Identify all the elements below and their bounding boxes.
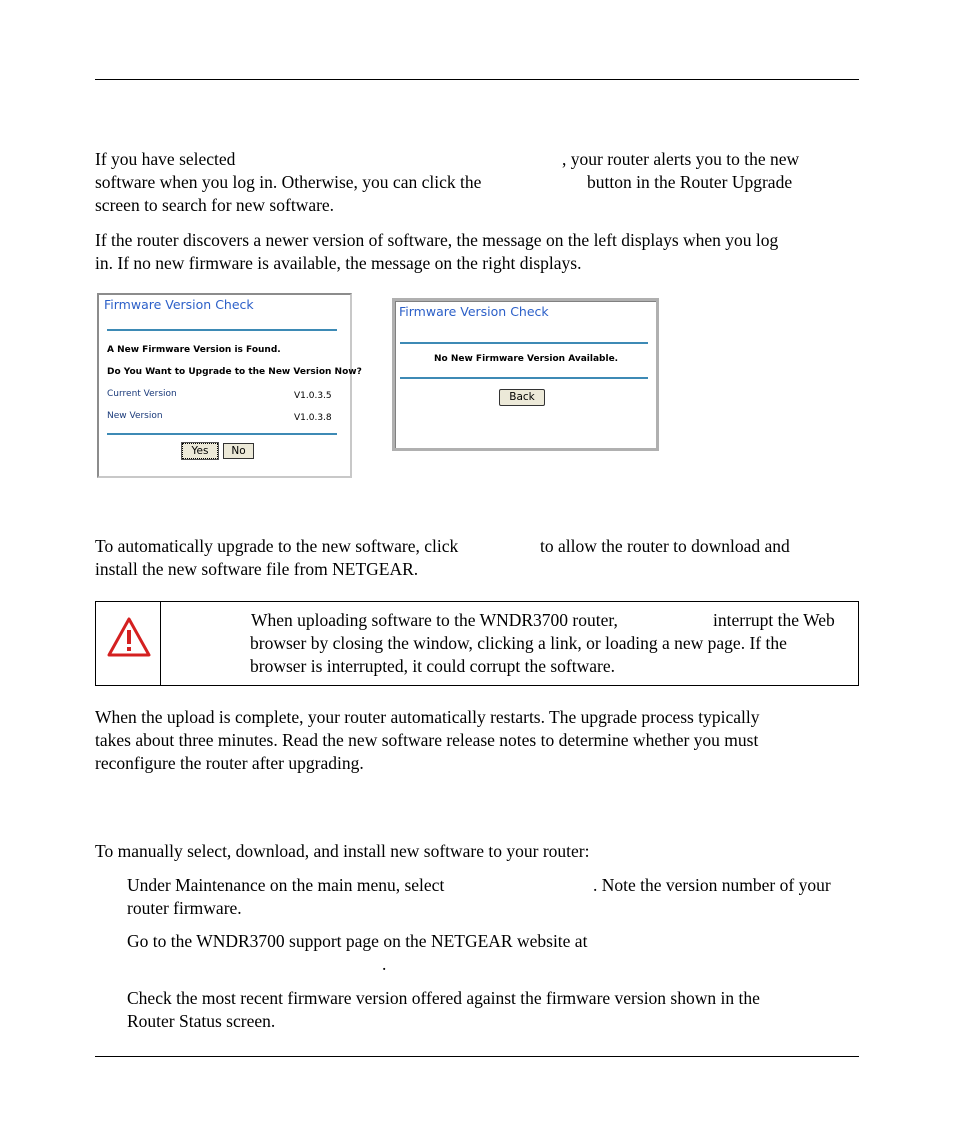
- title-divider: [107, 329, 337, 331]
- new-version-label: New Version: [107, 411, 163, 421]
- manual-intro: To manually select, download, and install new software to your router:: [95, 841, 590, 861]
- step-2-line-1: Go to the WNDR3700 support page on the NETGEAR website at: [127, 931, 588, 951]
- upload-line-3: reconfigure the router after upgrading.: [95, 753, 364, 773]
- warning-triangle-icon: [105, 615, 153, 660]
- intro-line-2a: software when you log in. Otherwise, you can click the: [95, 172, 482, 192]
- step-3-line-1: Check the most recent firmware version offered against the firmware version shown in the: [127, 988, 760, 1008]
- found-message: A New Firmware Version is Found.: [107, 345, 281, 355]
- upload-line-1: When the upload is complete, your router automatically restarts. The upgrade process typically: [95, 707, 760, 727]
- firmware-found-panel: [97, 293, 362, 478]
- yes-button[interactable]: Yes: [182, 443, 218, 459]
- footer-rule: [95, 1056, 859, 1057]
- discover-line-1: If the router discovers a newer version of software, the message on the left displays when you log: [95, 230, 779, 250]
- step-3-line-2: Router Status screen.: [127, 1011, 276, 1031]
- caution-line-1b: interrupt the Web: [713, 610, 835, 630]
- title-divider: [400, 342, 648, 344]
- caution-divider: [160, 601, 161, 686]
- current-version-value: V1.0.3.5: [294, 391, 332, 401]
- bottom-divider: [400, 377, 648, 379]
- caution-line-3: browser is interrupted, it could corrupt the software.: [250, 656, 615, 676]
- intro-line-3: screen to search for new software.: [95, 195, 335, 215]
- intro-line-1b: , your router alerts you to the new: [562, 149, 800, 169]
- caution-line-2: browser by closing the window, clicking a link, or loading a new page. If the: [250, 633, 787, 653]
- no-firmware-message: No New Firmware Version Available.: [434, 354, 619, 364]
- step-1-line-1a: Under Maintenance on the main menu, select: [127, 875, 445, 895]
- no-firmware-title: Firmware Version Check: [399, 304, 549, 319]
- discover-line-2: in. If no new firmware is available, the message on the right displays.: [95, 253, 582, 273]
- intro-line-2b: button in the Router Upgrade: [587, 172, 793, 192]
- auto-line-1a: To automatically upgrade to the new software, click: [95, 536, 459, 556]
- auto-line-1b: to allow the router to download and: [540, 536, 790, 556]
- step-1-line-2: router firmware.: [127, 898, 242, 918]
- current-version-label: Current Version: [107, 389, 177, 399]
- header-rule: [95, 79, 859, 80]
- no-firmware-panel: [392, 298, 659, 451]
- step-1-line-1b: . Note the version number of your: [593, 875, 831, 895]
- upgrade-question: Do You Want to Upgrade to the New Version Now?: [107, 367, 362, 377]
- step-2-line-2: .: [382, 954, 387, 974]
- upload-line-2: takes about three minutes. Read the new software release notes to determine whether you must: [95, 730, 759, 750]
- bottom-divider: [107, 433, 337, 435]
- intro-line-1a: If you have selected: [95, 149, 236, 169]
- firmware-found-title: Firmware Version Check: [104, 297, 254, 312]
- caution-line-1a: When uploading software to the WNDR3700 router,: [251, 610, 618, 630]
- no-button[interactable]: No: [223, 443, 254, 459]
- back-button[interactable]: Back: [499, 389, 545, 406]
- new-version-value: V1.0.3.8: [294, 413, 332, 423]
- auto-line-2: install the new software file from NETGEAR.: [95, 559, 419, 579]
